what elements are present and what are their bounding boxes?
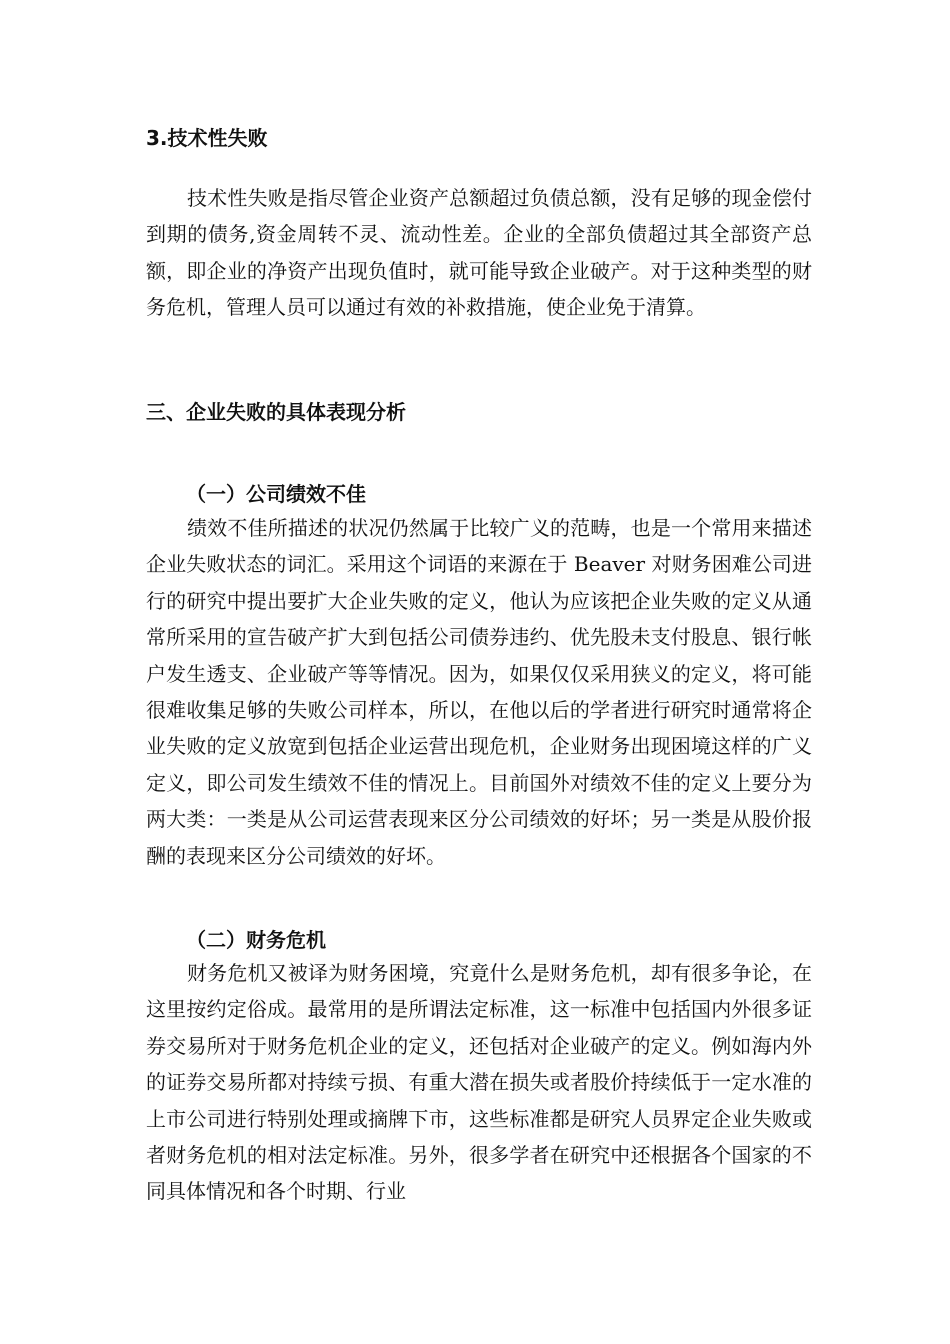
- subsection-2-heading: （二）财务危机: [186, 928, 326, 952]
- section-3-heading: 3.技术性失败: [146, 126, 268, 150]
- part-3-heading: 三、企业失败的具体表现分析: [146, 400, 406, 424]
- subsection-1-paragraph: 绩效不佳所描述的状况仍然属于比较广义的范畴，也是一个常用来描述企业失败状态的词汇。采用这个词语的来源在于 Beaver 对财务困难公司进行的研究中提出要扩大企业失败的定义，他认为应该把企业失败的定义从通常所采用的宣告破产扩大到包括公司债券违约、优先股未支付股息、银行帐户发生透支、企业破产等等情况。因为，如果仅仅采用狭义的定义，将可能很难收集足够的失败公司样本，所以，在他以后的学者进行研究时通常将企业失败的定义放宽到包括企业运营出现危机，企业财务出现困境这样的广义定义，即公司发生绩效不佳的情况上。目前国外对绩效不佳的定义上要分为两大类：一类是从公司运营表现来区分公司绩效的好坏；另一类是从股价报酬的表现来区分公司绩效的好坏。: [146, 516, 812, 868]
- subsection-1-heading: （一）公司绩效不佳: [186, 482, 366, 506]
- section-3-paragraph: 技术性失败是指尽管企业资产总额超过负债总额，没有足够的现金偿付到期的债务,资金周转不灵、流动性差。企业的全部负债超过其全部资产总额，即企业的净资产出现负值时，就可能导致企业破产。对于这种类型的财务危机，管理人员可以通过有效的补救措施，使企业免于清算。: [146, 186, 812, 320]
- subsection-2-paragraph: 财务危机又被译为财务困境，究竟什么是财务危机，却有很多争论，在这里按约定俗成。最常用的是所谓法定标准，这一标准中包括国内外很多证券交易所对于财务危机企业的定义，还包括对企业破产的定义。例如海内外的证券交易所都对持续亏损、有重大潜在损失或者股价持续低于一定水准的上市公司进行特别处理或摘牌下市，这些标准都是研究人员界定企业失败或者财务危机的相对法定标准。另外，很多学者在研究中还根据各个国家的不同具体情况和各个时期、行业: [146, 961, 812, 1204]
